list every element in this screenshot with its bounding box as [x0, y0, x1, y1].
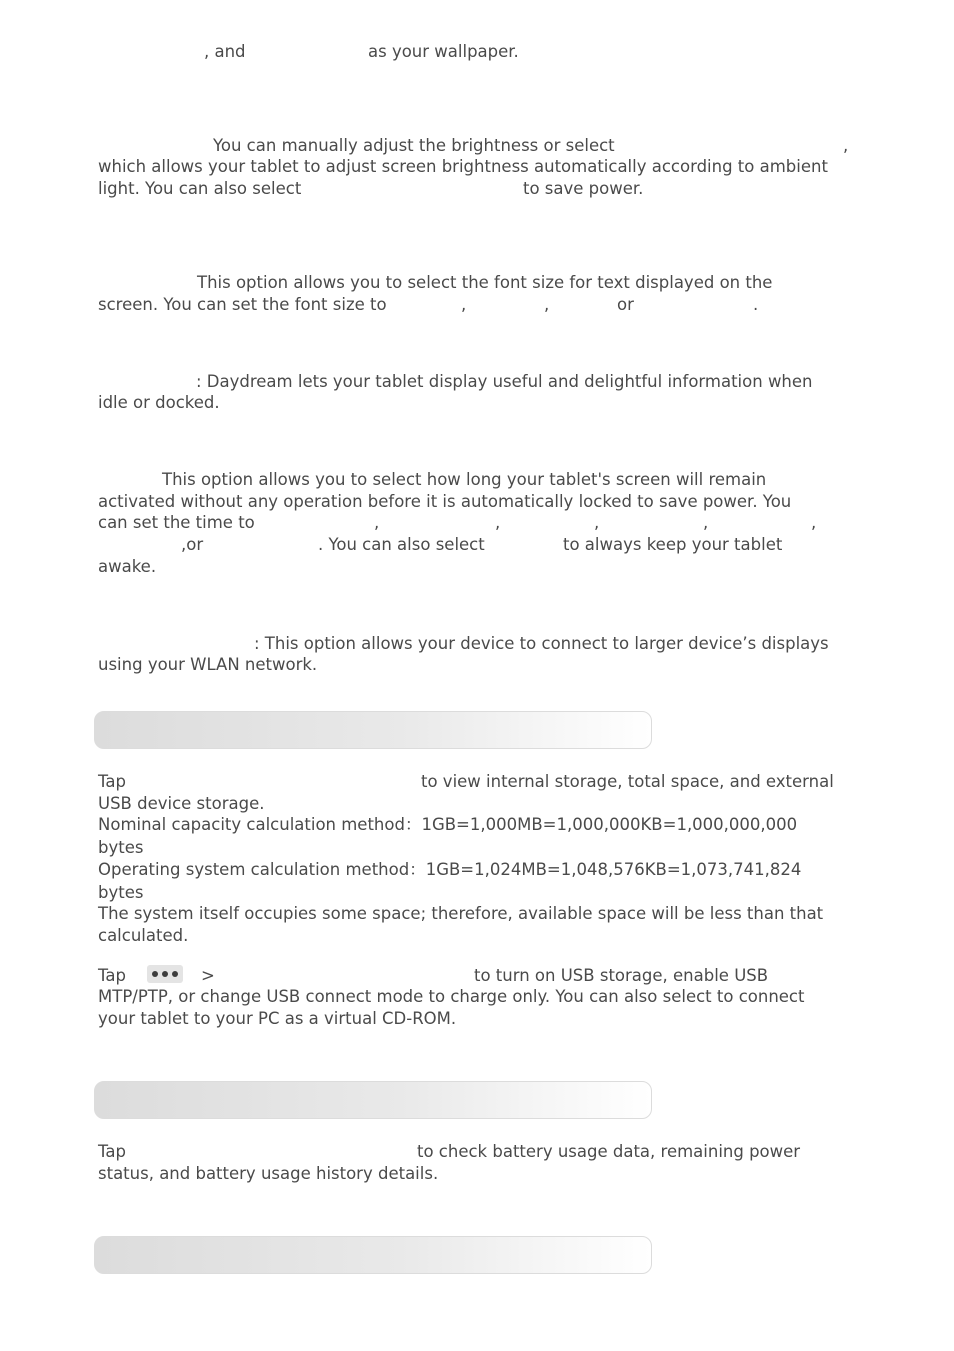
usb-line-1: to turn on USB storage, enable USB — [474, 966, 769, 985]
sleep-line-3: can set the time to — [98, 513, 255, 532]
sleep-comma-5: , — [811, 513, 817, 532]
brightness-line-1: You can manually adjust the brightness or select — [213, 136, 615, 155]
sleep-line-1: This option allows you to select how long your tablet's screen will remain — [162, 470, 767, 489]
sleep-line-5: awake. — [98, 557, 157, 576]
wallpaper-text-and: , and — [204, 42, 246, 61]
font-size-period: . — [753, 295, 759, 314]
font-size-line-1: This option allows you to select the font size for text displayed on the — [197, 273, 773, 292]
wireless-display-line-1: : This option allows your device to connect to larger device’s displays — [254, 634, 829, 653]
sleep-line-4b: . You can also select — [318, 535, 485, 554]
wallpaper-text-tail: as your wallpaper. — [368, 42, 519, 61]
daydream-line-2: idle or docked. — [98, 393, 220, 412]
battery-line-1: to check battery usage data, remaining power — [417, 1142, 801, 1161]
font-size-or: or — [617, 295, 634, 314]
section-header-bar-battery — [94, 1081, 652, 1119]
section-header-bar-storage — [94, 711, 652, 749]
usb-line-3: your tablet to your PC as a virtual CD-ROM. — [98, 1009, 457, 1028]
sleep-comma-2: , — [495, 513, 501, 532]
wireless-display-line-2: using your WLAN network. — [98, 655, 318, 674]
brightness-line-3b: to save power. — [523, 179, 644, 198]
battery-line-2: status, and battery usage history details. — [98, 1164, 439, 1183]
storage-line-1: to view internal storage, total space, and external — [421, 772, 834, 791]
daydream-line-1: : Daydream lets your tablet display useful and delightful information when — [196, 372, 813, 391]
sleep-line-2: activated without any operation before it is automatically locked to save power. You — [98, 492, 792, 511]
usb-line-2: MTP/PTP, or change USB connect mode to charge only. You can also select to connect — [98, 987, 805, 1006]
storage-line-8: calculated. — [98, 926, 189, 945]
section-header-bar-next — [94, 1236, 652, 1274]
sleep-line-4c: to always keep your tablet — [563, 535, 783, 554]
font-size-comma-2: , — [544, 295, 550, 314]
brightness-comma: , — [843, 136, 849, 155]
sleep-comma-4: , — [703, 513, 709, 532]
storage-tap: Tap — [98, 772, 126, 791]
brightness-line-2: which allows your tablet to adjust screen brightness automatically according to ambient — [98, 157, 828, 176]
battery-tap: Tap — [98, 1142, 126, 1161]
usb-tap: Tap — [98, 966, 126, 985]
storage-line-7: The system itself occupies some space; therefore, available space will be less than that — [98, 904, 824, 923]
sleep-comma-1: , — [374, 513, 380, 532]
storage-line-5: Operating system calculation method：1GB=1,024MB=1,048,576KB=1,073,741,824 — [98, 860, 802, 879]
storage-line-3: Nominal capacity calculation method：1GB=1,000MB=1,000,000KB=1,000,000,000 — [98, 815, 798, 834]
sleep-line-4a: ,or — [181, 535, 204, 554]
font-size-comma-1: , — [461, 295, 467, 314]
storage-line-6: bytes — [98, 883, 144, 902]
font-size-line-2: screen. You can set the font size to — [98, 295, 387, 314]
storage-line-2: USB device storage. — [98, 794, 265, 813]
more-dots-icon — [147, 965, 183, 983]
storage-line-4: bytes — [98, 838, 144, 857]
brightness-line-3a: light. You can also select — [98, 179, 302, 198]
usb-gt: > — [201, 966, 215, 985]
sleep-comma-3: , — [594, 513, 600, 532]
